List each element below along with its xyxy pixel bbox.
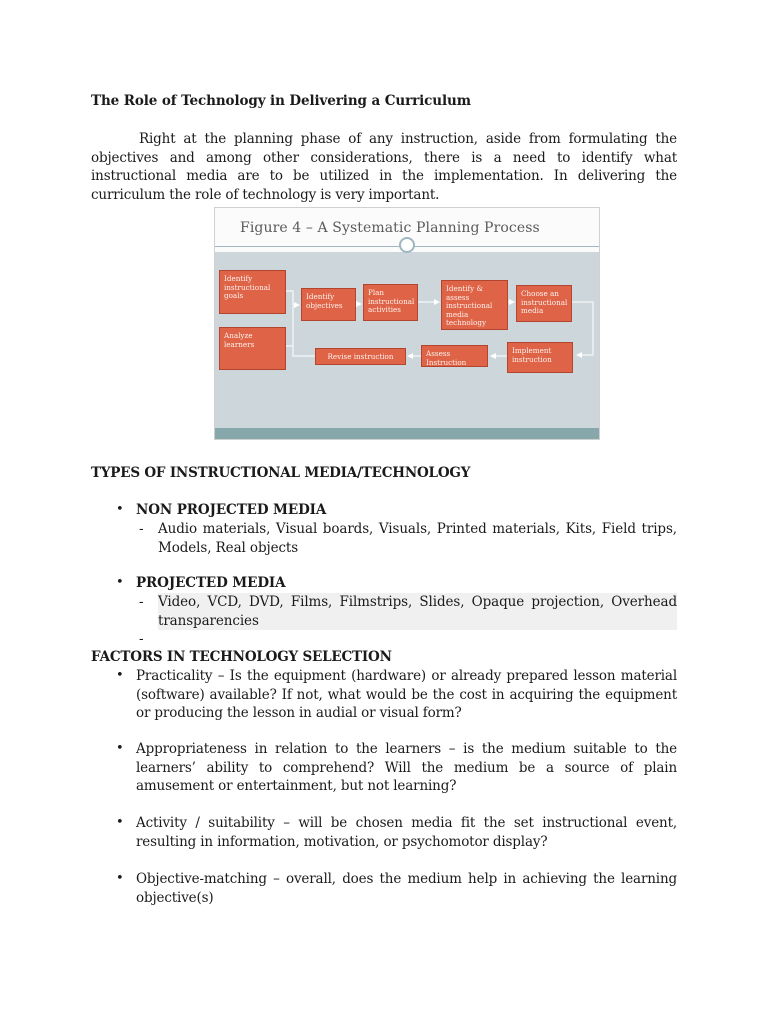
arrow-revise-to-objectives: [293, 316, 315, 356]
figure-footer-band: [215, 428, 599, 439]
factor-appropriateness: Appropriateness in relation to the learners – is the medium suitable to the learners’ ability to comprehend? Will the medium be a source of plain amusement or entertainment, but not learning?: [136, 741, 677, 794]
box-assess: Assess Instruction: [421, 345, 488, 367]
bullet-dot: •: [116, 741, 124, 756]
box-identify-goals: Identify instructional goals: [219, 270, 286, 314]
document-title: The Role of Technology in Delivering a Curriculum: [91, 93, 471, 109]
box-identify-objectives: Identify objectives: [301, 288, 356, 321]
figure-title: Figure 4 – A Systematic Planning Process: [240, 220, 540, 236]
planning-process-figure: [214, 207, 600, 440]
bullet-dot: •: [116, 502, 124, 517]
factor-practicality: Practicality – Is the equipment (hardware) or already prepared lesson material (software) available? If not, what would be the cost in acquiring the equipment or producing the lesson in audial or visual form?: [136, 668, 677, 721]
box-revise: Revise instruction: [315, 348, 406, 365]
bullet-dot: •: [116, 668, 124, 683]
bullet-dot: •: [116, 871, 124, 886]
intro-paragraph: Right at the planning phase of any instruction, aside from formulating the objectives and among other considerations, there is a need to identify what instructional media are to be utilized in the implementation. In delivering the curriculum the role of technology is very important.: [91, 131, 677, 203]
projected-label: PROJECTED MEDIA: [136, 575, 286, 591]
dash-marker: -: [139, 521, 144, 537]
bullet-dot: •: [116, 815, 124, 830]
arrow-learners-to-objectives: [286, 306, 293, 346]
box-choose-media: Choose an instructional media: [516, 285, 572, 322]
non-projected-items: Audio materials, Visual boards, Visuals, Printed materials, Kits, Field trips, Models, Real objects: [158, 521, 677, 556]
non-projected-label: NON PROJECTED MEDIA: [136, 502, 327, 518]
box-analyze-learners: Analyze learners: [219, 327, 286, 370]
flow-arrows: [215, 208, 600, 440]
box-plan-activities: Plan instructional activities: [363, 284, 418, 321]
arrow-goals-to-objectives: [286, 291, 299, 305]
arrow-choose-to-implement: [572, 302, 593, 355]
factor-objective-matching: Objective-matching – overall, does the medium help in achieving the learning objective(s): [136, 871, 677, 906]
trailing-dash-marker: -: [139, 631, 144, 647]
bullet-dot: •: [116, 575, 124, 590]
types-heading: TYPES OF INSTRUCTIONAL MEDIA/TECHNOLOGY: [91, 465, 471, 481]
projected-items: Video, VCD, DVD, Films, Filmstrips, Slides, Opaque projection, Overhead transparencies: [158, 594, 677, 629]
dash-marker: -: [139, 594, 144, 610]
box-identify-assess-media: Identify & assess instructional media technology: [441, 280, 508, 330]
box-implement: Implement instruction: [507, 342, 573, 373]
factor-activity-suitability: Activity / suitability – will be chosen media fit the set instructional event, resulting in information, motivation, or psychomotor display?: [136, 815, 677, 850]
factors-heading: FACTORS IN TECHNOLOGY SELECTION: [91, 649, 392, 665]
